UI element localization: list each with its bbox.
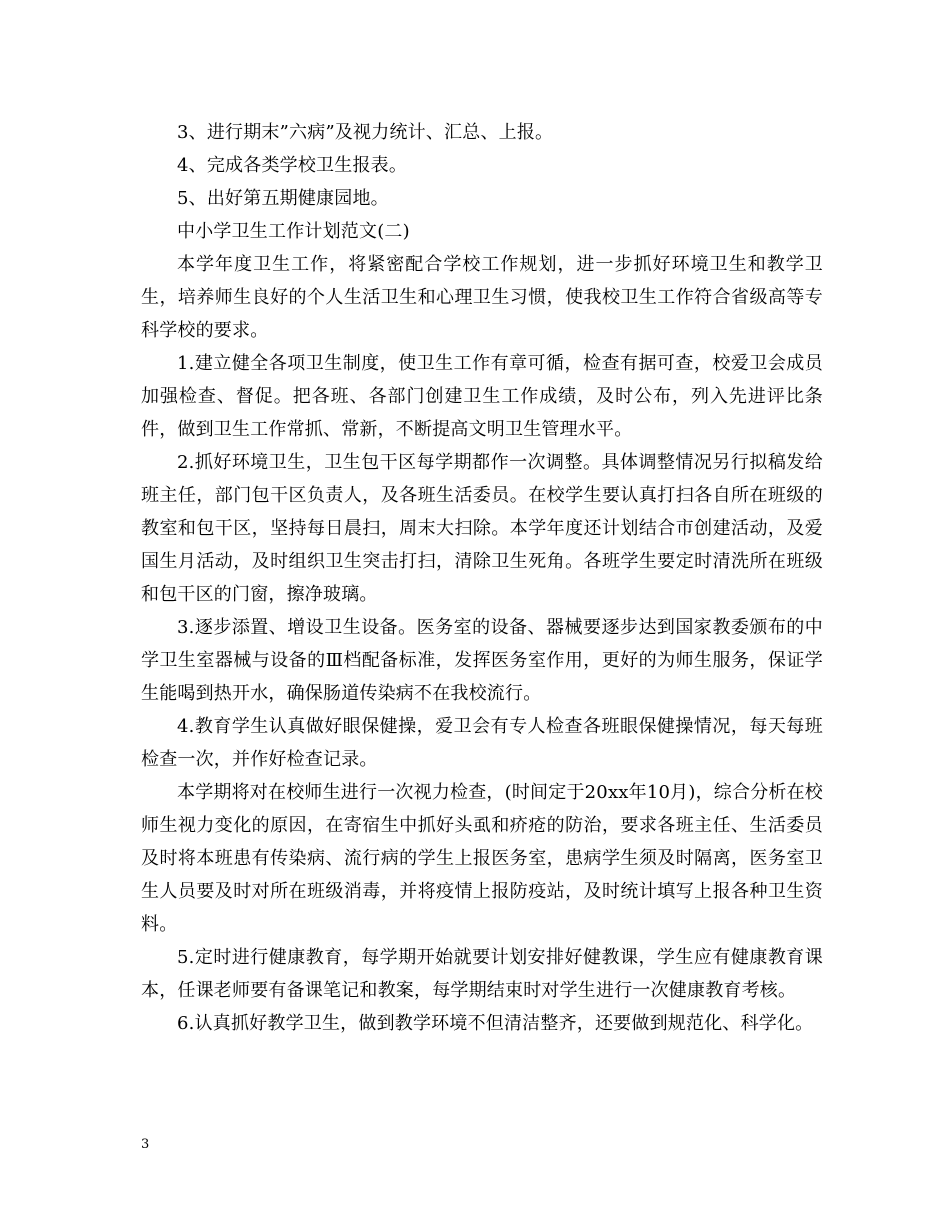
paragraph-item-3: 3、进行期末”六病”及视力统计、汇总、上报。	[177, 122, 554, 143]
paragraph-rule-3: 3.逐步添置、增设卫生设备。医务室的设备、器械要逐步达到国家教委颁布的中学卫生室器械与设备的Ⅲ档配备标准，发挥医务室作用，更好的为师生服务，保证学生能喝到热开水，确保肠道传染病不在我校流行。	[141, 617, 823, 704]
paragraph-rule-2: 2.抓好环境卫生，卫生包干区每学期都作一次调整。具体调整情况另行拟稿发给班主任，部门包干区负责人，及各班生活委员。在校学生要认真打扫各自所在班级的教室和包干区，坚持每日晨扫，周末大扫除。本学年度还计划结合市创建活动，及爱国生月活动，及时组织卫生突击打扫，清除卫生死角。各班学生要定时清洗所在班级和包干区的门窗，擦净玻璃。	[141, 452, 823, 605]
paragraph-rule-4: 4.教育学生认真做好眼保健操，爱卫会有专人检查各班眼保健操情况，每天每班检查一次，并作好检查记录。	[141, 716, 823, 770]
paragraph-rule-6: 6.认真抓好教学卫生，做到教学环境不但清洁整齐，还要做到规范化、科学化。	[177, 1013, 814, 1034]
paragraph-rule-1: 1.建立健全各项卫生制度，使卫生工作有章可循，检查有据可查，校爱卫会成员加强检查、督促。把各班、各部门创建卫生工作成绩，及时公布，列入先进评比条件，做到卫生工作常抓、常新，不断提高文明卫生管理水平。	[141, 353, 823, 440]
document-body	[141, 116, 823, 1040]
page-number: 3	[141, 1137, 150, 1152]
section-heading: 中小学卫生工作计划范文(二)	[177, 221, 410, 242]
paragraph-rule-5: 5.定时进行健康教育，每学期开始就要计划安排好健教课，学生应有健康教育课本，任课老师要有备课笔记和教案，每学期结束时对学生进行一次健康教育考核。	[141, 947, 823, 1001]
intro-paragraph: 本学年度卫生工作，将紧密配合学校工作规划，进一步抓好环境卫生和教学卫生，培养师生良好的个人生活卫生和心理卫生习惯，使我校卫生工作符合省级高等专科学校的要求。	[141, 254, 823, 341]
paragraph-item-5: 5、出好第五期健康园地。	[177, 188, 389, 209]
vision-check-paragraph: 本学期将对在校师生进行一次视力检查，(时间定于20xx年10月)，综合分析在校师生视力变化的原因，在寄宿生中抓好头虱和疥疮的防治，要求各班主任、生活委员及时将本班患有传染病、流行病的学生上报医务室，患病学生须及时隔离，医务室卫生人员要及时对所在班级消毒，并将疫情上报防疫站，及时统计填写上报各种卫生资料。	[141, 782, 823, 935]
paragraph-item-4: 4、完成各类学校卫生报表。	[177, 155, 408, 176]
